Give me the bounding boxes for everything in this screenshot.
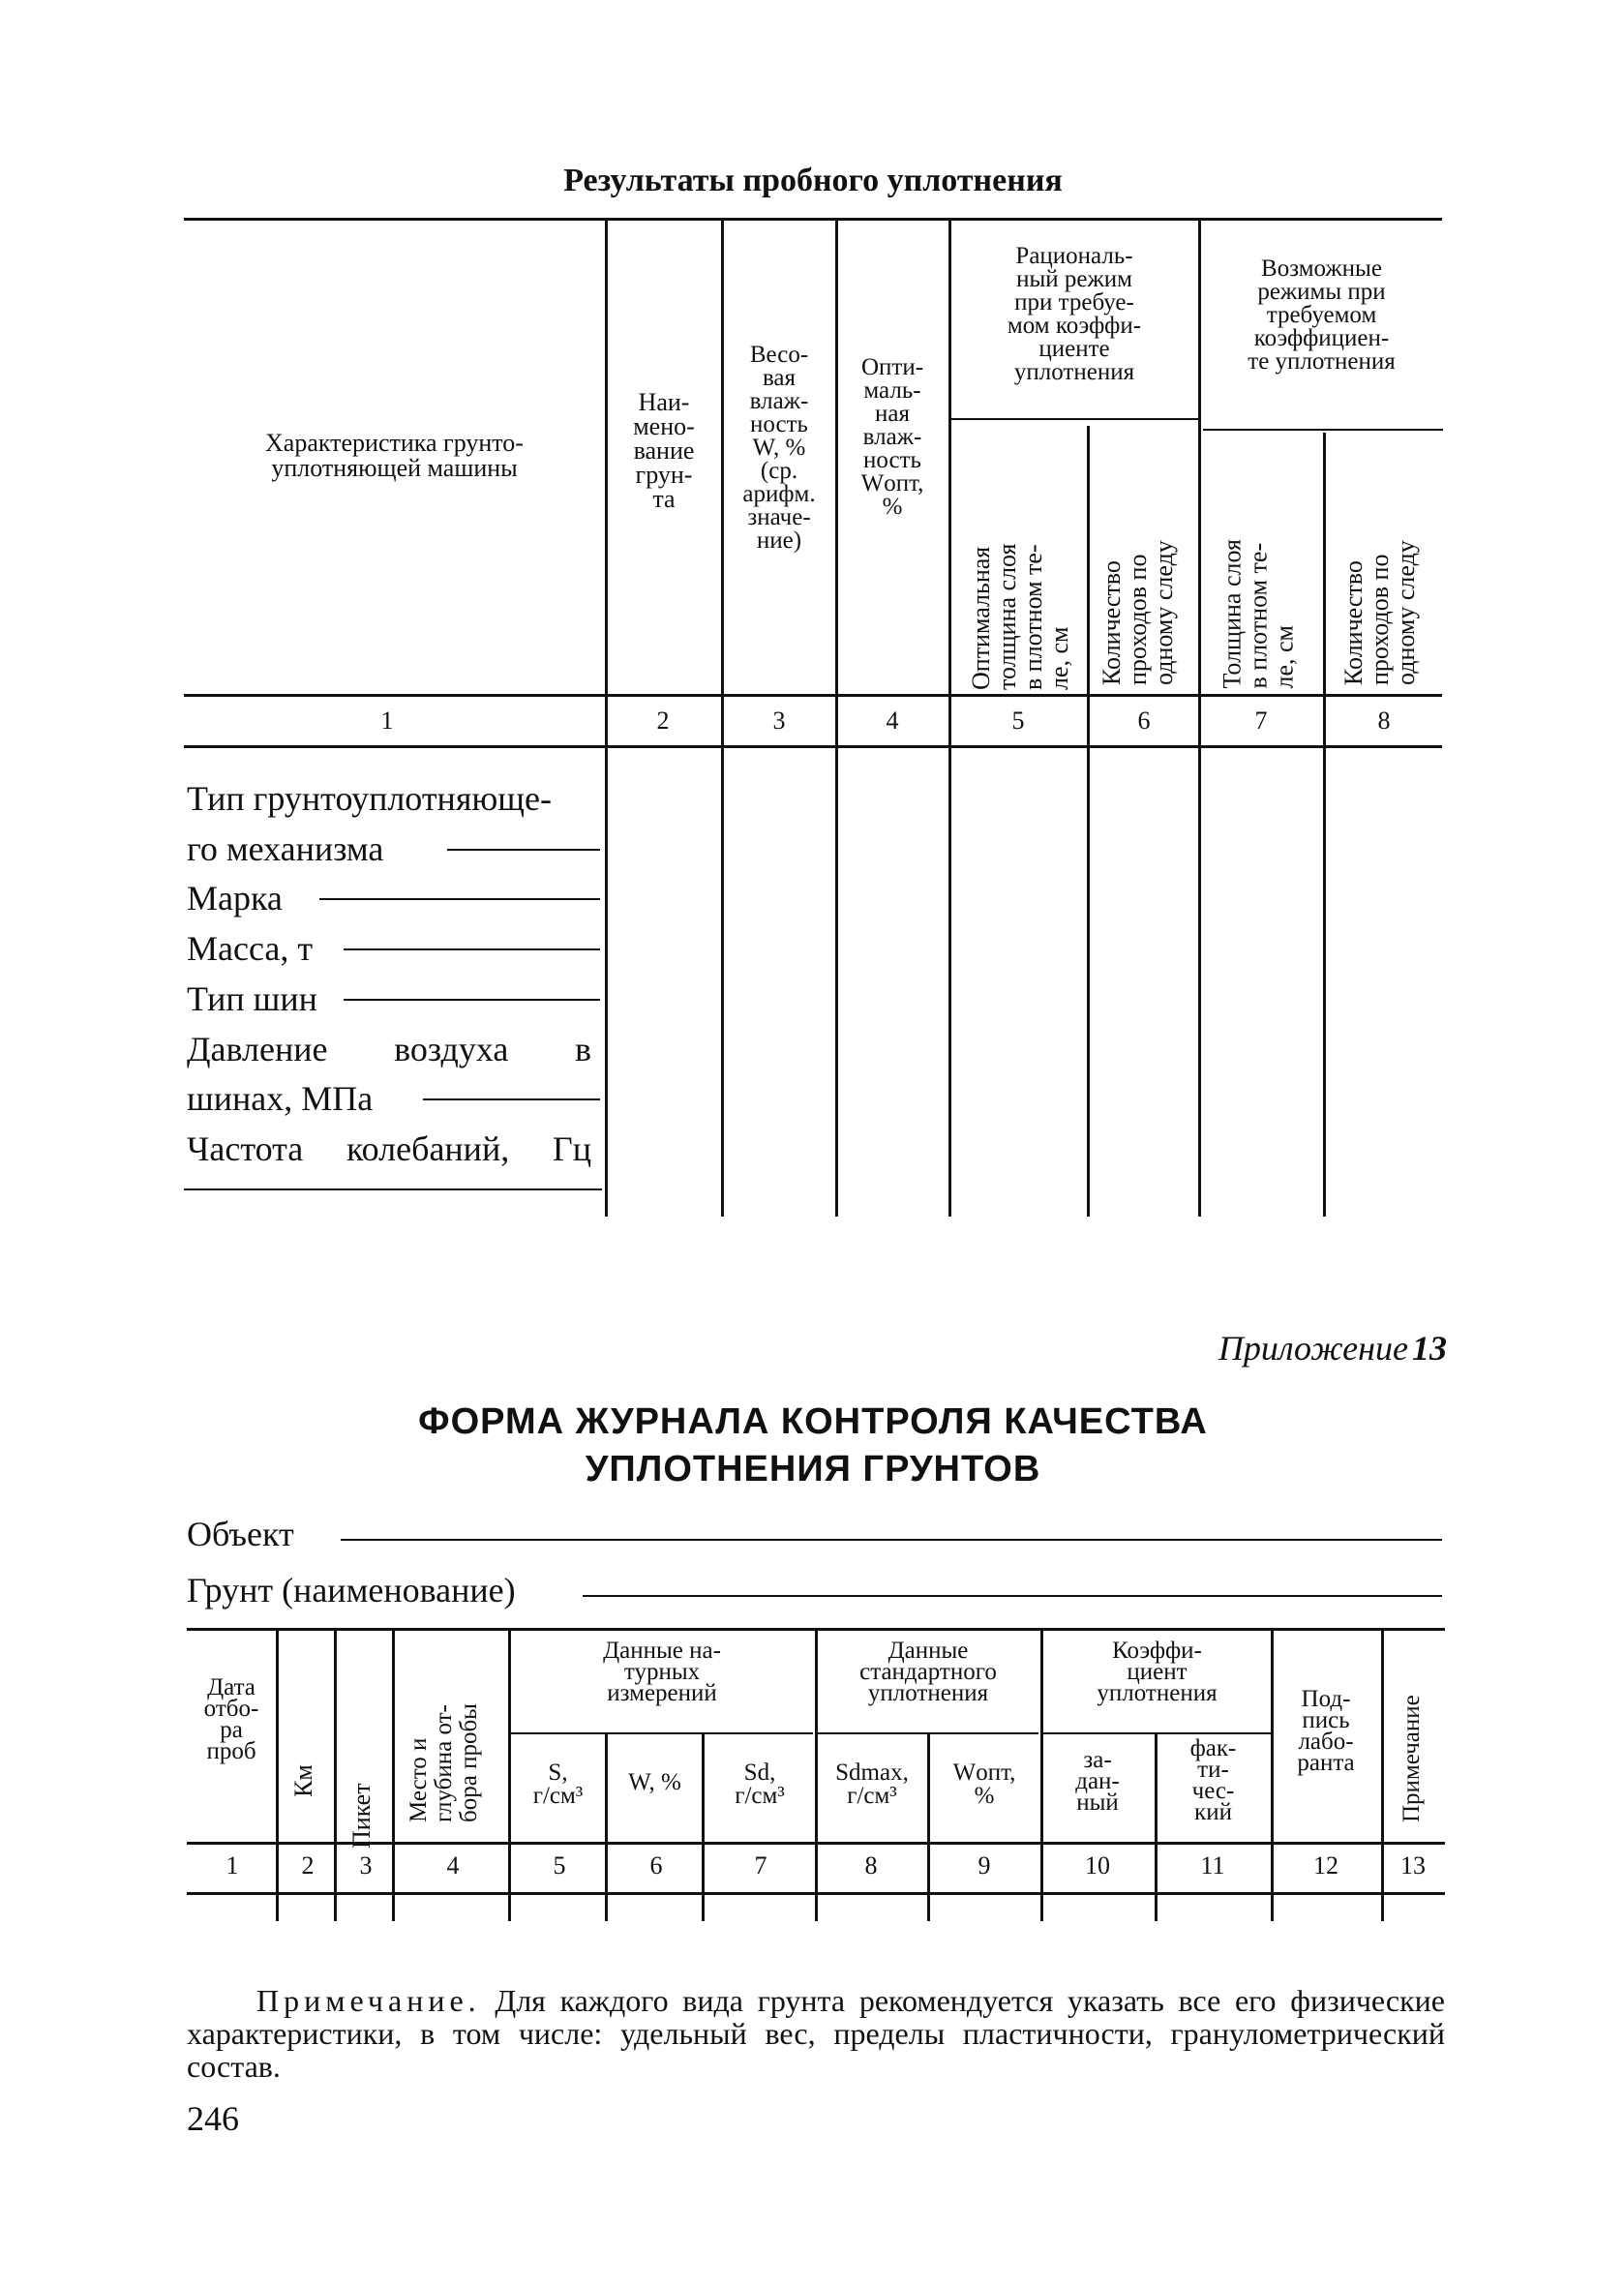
table1-vline-5 [1087,426,1090,1217]
table1-row-4: Масса, т [187,929,314,968]
table1-numbers-bottom-rule [184,745,1442,748]
table2-colnum-12: 12 [1313,1851,1338,1880]
object-fill-line [341,1539,1442,1541]
table1-colnum-7: 7 [1254,707,1268,735]
table1-title: Результаты пробного уплотнения [563,163,1063,198]
form-title-line-2: УПЛОТНЕНИЯ ГРУНТОВ [585,1449,1041,1489]
table1-colnum-3: 3 [772,707,786,735]
table1-group-rule-1 [951,418,1198,420]
table1-vline-1 [605,220,608,1217]
table1-row-2-fill-line [447,849,600,851]
table2-colnum-13: 13 [1400,1851,1426,1880]
table1-row-8: Частота колебаний, Гц [187,1129,591,1168]
table2-vline-12 [1381,1630,1384,1921]
table1-col4-header: Опти- маль- ная влаж- ность Wопт, % [860,354,924,520]
table1-row-6: Давление воздуха в [187,1030,591,1068]
table2-colnum-1: 1 [226,1851,239,1880]
table2-col9-header: Wопт, % [952,1760,1016,1809]
table2-col13-header: Примечание [1398,1695,1425,1822]
table1-top-rule [184,218,1442,221]
table1-vline-2 [721,220,724,1217]
table2-group-rule-natural [511,1732,813,1734]
table1-col1-header: Характеристика грунто- уплотняющей машины [265,429,524,482]
table2-col5-header: S, г/см³ [532,1760,584,1809]
table1-group2-header: Возможные режимы при требуемом коэффициен- те уплотнения [1248,256,1396,375]
table2-col7-header: Sd, г/см³ [735,1760,785,1809]
table1-bottom-rule [184,1188,602,1190]
appendix-number: 13 [1412,1329,1447,1368]
table2-group-natural-header: Данные на- турных измерений [603,1638,721,1706]
form-title-line-1: ФОРМА ЖУРНАЛА КОНТРОЛЯ КАЧЕСТВА [418,1401,1208,1442]
table1-row-5: Тип шин [187,979,317,1018]
table1-row-3-fill-line [319,898,600,900]
table2-col4-header: Место и глубина от- бора пробы [406,1703,482,1822]
table1-group1-header: Рациональ- ный режим при требуе- мом коэффи- циенте уплотнения [1007,243,1142,385]
table2-colnum-6: 6 [649,1851,663,1880]
table2-colnum-3: 3 [359,1851,373,1880]
table1-colnum-8: 8 [1377,707,1391,735]
table1-col6-header: Количество проходов по одному следу [1098,540,1178,685]
table2-colnum-10: 10 [1085,1851,1110,1880]
table2-col1-header: Дата отбо- ра проб [203,1674,259,1764]
table1-vline-6 [1198,220,1201,1217]
note-paragraph [187,1984,1445,2083]
table2-vline-1 [276,1630,279,1921]
table2-vline-11 [1271,1630,1274,1921]
table1-row-2: го механизма [187,829,384,868]
table1-colnum-5: 5 [1011,707,1025,735]
table2-col11-header: фак- ти- чес- кий [1189,1735,1237,1825]
table2-vline-6 [702,1734,705,1921]
table1-colnum-4: 4 [886,707,899,735]
table1-vline-4 [948,220,951,1217]
soil-label: Грунт (наименование) [187,1571,516,1609]
table2-colnum-8: 8 [864,1851,878,1880]
table1-row-7: шинах, МПа [187,1079,374,1118]
table2-vline-3 [392,1630,395,1921]
table2-col8-header: Sdmax, г/см³ [835,1760,909,1809]
table1-col5-header: Оптимальная толщина слоя в плотном те- ле, см [967,543,1073,690]
table2-vline-2 [334,1630,337,1921]
table1-colnum-2: 2 [656,707,670,735]
table1-row-5-fill-line [344,999,600,1001]
table1-col2-header: Наи- мено- вание грун- та [633,388,695,513]
table2-colnum-4: 4 [446,1851,460,1880]
table2-colnum-11: 11 [1200,1851,1225,1880]
table2-group-coef-header: Коэффи- циент уплотнения [1097,1638,1218,1706]
table2-colnum-7: 7 [754,1851,767,1880]
table2-vline-5 [605,1734,608,1921]
table2-col3-header: Пикет [347,1783,376,1849]
table1-colnum-6: 6 [1137,707,1151,735]
table2-vline-8 [927,1734,930,1921]
table1-row-4-fill-line [344,948,600,950]
table2-col10-header: за- дан- ный [1075,1747,1120,1816]
page-number: 246 [187,2099,239,2138]
table1-col8-header: Количество проходов по одному следу [1339,540,1420,685]
table2-col2-header: Км [289,1764,317,1797]
note-text: Для каждого вида грунта рекомендуется указать все его физические характеристики, в том числе: удельный вес, пределы пластичности, гранулометрический состав. [187,1983,1446,2084]
soil-fill-line [583,1595,1442,1597]
table2-colnum-2: 2 [301,1851,315,1880]
table1-row-7-fill-line [423,1098,600,1100]
table2-group-rule-coef [1043,1732,1274,1734]
table2-col6-header: W, % [628,1769,681,1795]
note-label: Примечание. [256,1983,481,2018]
table1-row-1: Тип грунтоуплотняюще- [187,779,552,818]
table2-group-standard-header: Данные стандартного уплотнения [859,1638,997,1706]
table2-colnum-9: 9 [977,1851,991,1880]
table1-col7-header: Толщина слоя в плотном те- ле, см [1218,539,1299,689]
table1-vline-7 [1323,433,1326,1217]
appendix-label: Приложение [1218,1329,1408,1368]
table1-colnum-1: 1 [380,707,394,735]
appendix-heading [1137,1328,1447,1369]
object-label: Объект [187,1515,294,1553]
table1-row-3: Марка [187,879,283,917]
table1-col3-header: Весо- вая влаж- ность W, % (ср. арифм. значе- ние) [742,342,816,554]
table1-header-bottom-rule [184,694,1442,697]
table2-col12-header: Под- пись лабо- ранта [1297,1686,1355,1776]
table2-colnum-5: 5 [553,1851,566,1880]
table1-group-rule-2 [1203,429,1443,431]
